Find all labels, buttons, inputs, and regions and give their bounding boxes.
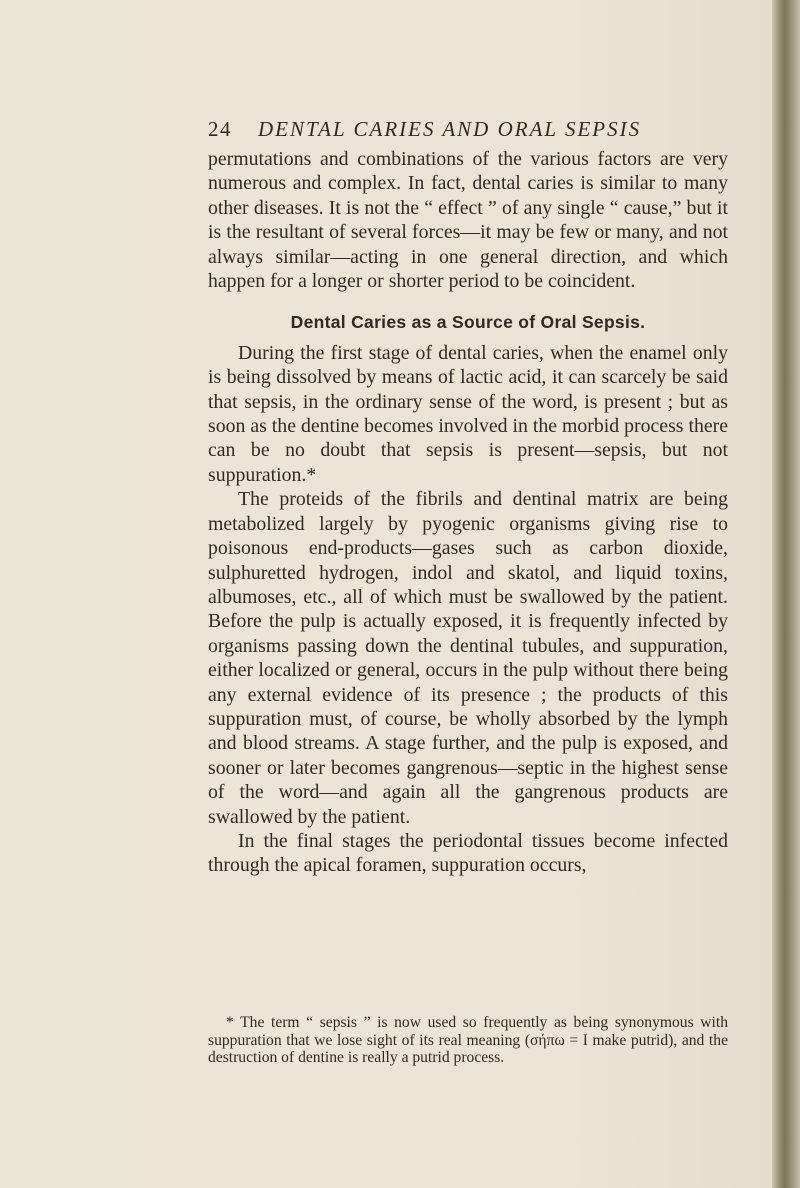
- footnote: [208, 1014, 728, 1067]
- paragraph-3: The proteids of the fibrils and dentinal matrix are being metabolized largely by pyogenic organisms giving rise to poisonous end-products—gases such as carbon dioxide, sulphuretted hydrogen, indol and skatol, and liquid toxins, albumoses, etc., all of which must be swallowed by the patient. Before the pulp is actually exposed, it is frequently infected by organisms passing down the dentinal tubules, and suppuration, either localized or general, occurs in the pulp without there being any external evidence of its presence ; the products of this suppuration must, of course, be wholly absorbed by the lymph and blood streams. A stage further, and the pulp is exposed, and sooner or later becomes gangrenous—septic in the highest sense of the word—and again all the gangrenous products are swallowed by the patient.: [208, 488, 728, 828]
- paragraph-1: permutations and combinations of the various factors are very numerous and complex. In fact, dental caries is similar to many other diseases. It is not the “ effect ” of any single “ cause,” but it is the resultant of several forces—it may be few or many, and not always similar—acting in one general direction, and which happen for a longer or shorter period to be coincident.: [208, 148, 728, 293]
- paragraph-2: During the first stage of dental caries, when the enamel only is being dissolved by means of lactic acid, it can scarcely be said that sepsis, in the ordinary sense of the word, is present ; but as soon as the dentine becomes involved in the morbid process there can be no doubt that sepsis is present—sepsis, but not suppuration.*: [208, 341, 728, 486]
- page-edge: [772, 0, 800, 1188]
- section-heading: Dental Caries as a Source of Oral Sepsis.: [290, 312, 646, 333]
- page-number: 24: [208, 117, 232, 141]
- body-text: [208, 147, 728, 878]
- running-title: DENTAL CARIES AND ORAL SEPSIS: [258, 117, 642, 141]
- paragraph-4: In the final stages the periodontal tissues become infected through the apical foramen, suppuration occurs,: [208, 829, 728, 877]
- footnote-text: * The term “ sepsis ” is now used so frequently as being synonymous with suppuration that we lose sight of its real meaning (σήπω = I make putrid), and the destruction of dentine is really a putrid process.: [208, 1014, 728, 1067]
- running-header: [208, 117, 728, 142]
